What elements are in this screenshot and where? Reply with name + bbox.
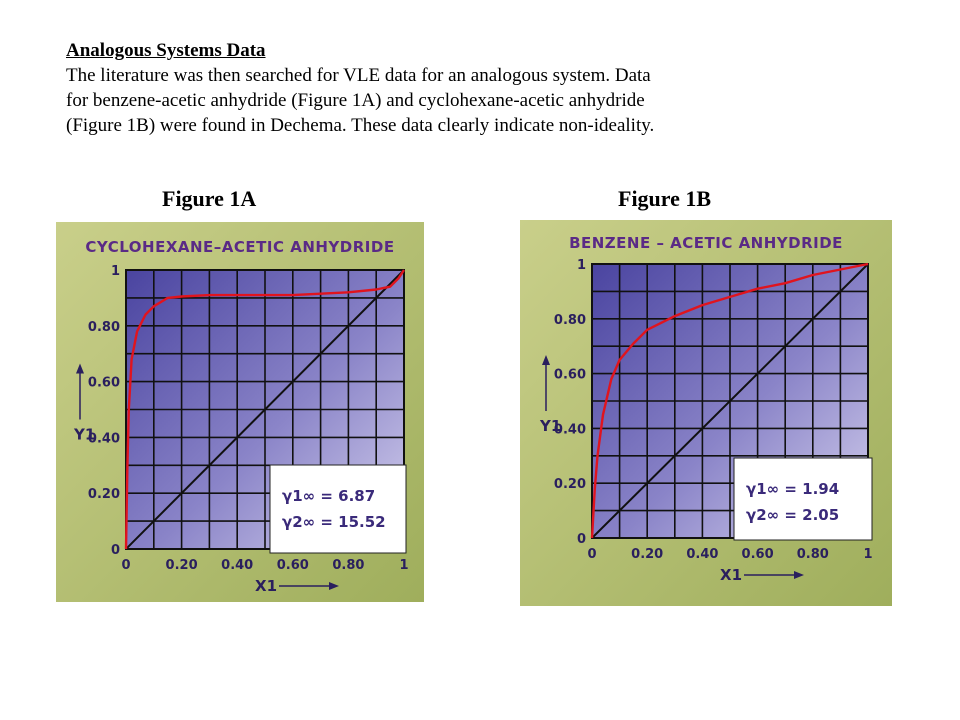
chart-title: CYCLOHEXANE–ACETIC ANHYDRIDE bbox=[85, 238, 395, 256]
y-tick-label: 1 bbox=[576, 258, 586, 273]
paragraph-line-3: (Figure 1B) were found in Dechema. These data clearly indicate non-ideality. bbox=[66, 115, 655, 136]
figure-1b-caption: Figure 1B bbox=[618, 186, 712, 211]
x-tick-label: 0.80 bbox=[796, 547, 829, 562]
y-axis-label: Y1 bbox=[74, 425, 96, 444]
section-heading: Analogous Systems Data bbox=[66, 40, 266, 61]
x-tick-label: 0.80 bbox=[332, 558, 365, 573]
x-tick-label: 0.60 bbox=[741, 547, 774, 562]
x-tick-label: 0.40 bbox=[221, 558, 254, 573]
gamma-annotation: γ2∞ = 2.05 bbox=[746, 506, 840, 524]
x-tick-label: 0.20 bbox=[631, 547, 664, 562]
gamma-annotation: γ2∞ = 15.52 bbox=[282, 513, 386, 531]
x-tick-label: 0 bbox=[587, 547, 597, 562]
x-tick-label: 0.20 bbox=[165, 558, 198, 573]
y-tick-label: 1 bbox=[110, 264, 120, 279]
gamma-box bbox=[270, 465, 406, 553]
y-tick-label: 0.60 bbox=[553, 367, 586, 383]
chart-1b bbox=[520, 220, 892, 606]
paragraph-line-1: The literature was then searched for VLE data for an analogous system. Data bbox=[66, 65, 651, 86]
y-axis-label: Y1 bbox=[540, 417, 562, 435]
y-tick-label: 0 bbox=[110, 543, 120, 558]
x-tick-label: 1 bbox=[863, 547, 873, 562]
y-tick-label: 0.40 bbox=[553, 422, 586, 438]
gamma-annotation: γ1∞ = 1.94 bbox=[746, 480, 840, 498]
chart-title: BENZENE – ACETIC ANHYDRIDE bbox=[569, 234, 843, 252]
figure-1a-caption: Figure 1A bbox=[162, 186, 257, 211]
x-axis-label: X1 bbox=[255, 577, 278, 595]
y-tick-label: 0.80 bbox=[87, 319, 120, 335]
gamma-annotation: γ1∞ = 6.87 bbox=[282, 487, 376, 505]
gamma-box bbox=[734, 458, 872, 540]
chart-1a bbox=[56, 222, 424, 602]
x-tick-label: 0.60 bbox=[276, 558, 309, 573]
x-axis-label: X1 bbox=[720, 566, 743, 584]
x-tick-label: 0 bbox=[121, 558, 131, 573]
paragraph-line-2: for benzene-acetic anhydride (Figure 1A) and cyclohexane-acetic anhydride bbox=[66, 90, 645, 111]
y-tick-label: 0.40 bbox=[87, 431, 120, 447]
y-tick-label: 0.20 bbox=[553, 477, 586, 493]
y-tick-label: 0.60 bbox=[87, 375, 120, 391]
x-tick-label: 1 bbox=[399, 558, 409, 573]
y-tick-label: 0 bbox=[576, 532, 586, 547]
x-tick-label: 0.40 bbox=[686, 547, 719, 562]
y-tick-label: 0.20 bbox=[87, 487, 120, 503]
y-tick-label: 0.80 bbox=[553, 312, 586, 328]
